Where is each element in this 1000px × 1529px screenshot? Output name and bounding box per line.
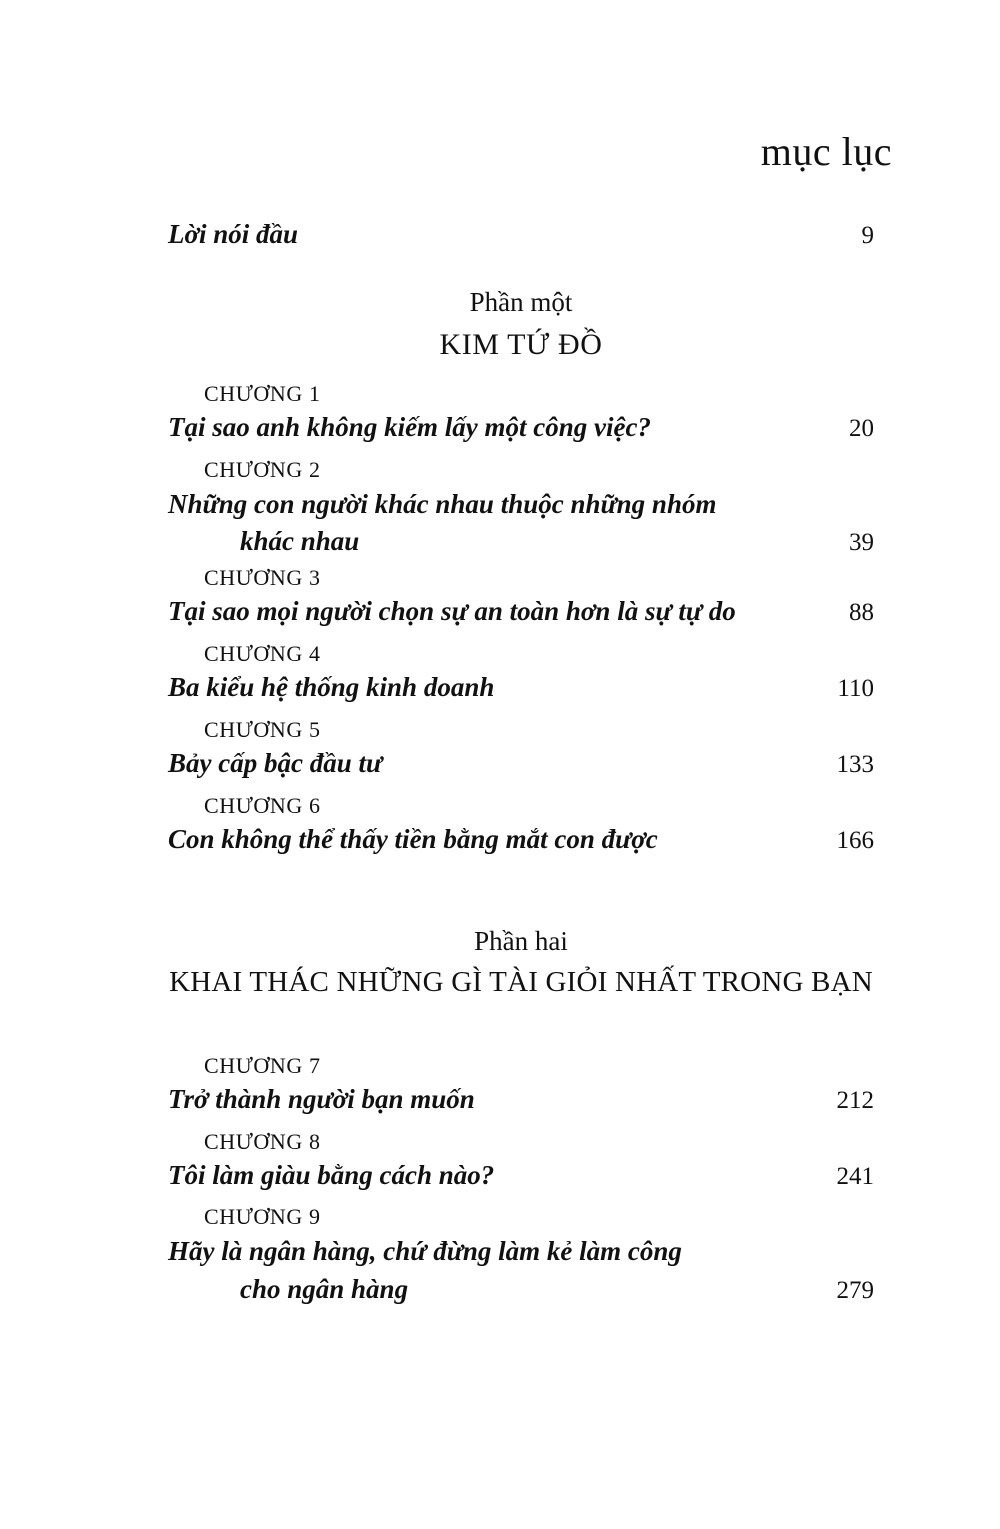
- chapter-page-number: 241: [836, 1162, 874, 1190]
- chapter-label: CHƯƠNG 7: [204, 1052, 321, 1078]
- chapter-label: CHƯƠNG 6: [204, 792, 321, 818]
- chapter-label: CHƯƠNG 5: [204, 717, 321, 743]
- chapter-label: CHƯƠNG 1: [204, 381, 321, 407]
- chapter-page-number: 88: [849, 599, 874, 627]
- part-name: KIM TỨ ĐỒ: [439, 328, 603, 362]
- chapter-page-number: 133: [836, 751, 874, 779]
- toc-entry-chapter-7[interactable]: [168, 1079, 874, 1121]
- chapter-label: CHƯƠNG 3: [204, 565, 321, 591]
- toc-entry-chapter-8[interactable]: [168, 1155, 874, 1197]
- chapter-label: CHƯƠNG 4: [204, 641, 321, 667]
- preface-page-number: 9: [861, 222, 874, 249]
- toc-entry-chapter-4[interactable]: [168, 667, 874, 709]
- chapter-title: Trở thành người bạn muốn: [168, 1083, 475, 1114]
- section-spacer: [168, 865, 874, 895]
- toc-entry-chapter-3[interactable]: [168, 591, 874, 633]
- toc-entry-chapter-5[interactable]: [168, 743, 874, 785]
- chapter-page-number: 166: [836, 826, 874, 854]
- chapter-label: CHƯƠNG 9: [204, 1204, 321, 1230]
- chapter-title: Tôi làm giàu bằng cách nào?: [168, 1159, 495, 1190]
- section-spacer: [168, 1019, 874, 1045]
- chapter-page-number: 212: [836, 1086, 874, 1114]
- chapter-title: Bảy cấp bậc đầu tư: [168, 748, 383, 779]
- chapter-page-number: 39: [849, 529, 874, 557]
- chapter-title: Con không thể thấy tiền bằng mắt con được: [168, 823, 658, 854]
- chapter-title-line2: cho ngân hàng: [240, 1273, 409, 1304]
- page-title: mục lục: [760, 129, 892, 174]
- chapter-label: CHƯƠNG 2: [204, 457, 321, 483]
- chapter-title: Những con người khác nhau thuộc những nhóm: [168, 489, 717, 520]
- toc-entry-chapter-6[interactable]: [168, 819, 874, 861]
- toc-entry-chapter-1[interactable]: [168, 407, 874, 449]
- chapter-title: Tại sao anh không kiếm lấy một công việc?: [168, 412, 651, 443]
- chapter-page-number: 20: [849, 415, 874, 443]
- chapter-title: Ba kiểu hệ thống kinh doanh: [168, 672, 495, 703]
- chapter-page-number: 279: [836, 1276, 874, 1304]
- chapter-title: Hãy là ngân hàng, chứ đừng làm kẻ làm công: [168, 1236, 682, 1267]
- toc-entry-preface[interactable]: [168, 214, 874, 256]
- toc-entry-chapter-2[interactable]: [168, 483, 874, 557]
- part-heading-one: [168, 282, 874, 368]
- part-name: KHAI THÁC NHỮNG GÌ TÀI GIỎI NHẤT TRONG BẠN: [169, 966, 873, 999]
- chapter-title-line2: khác nhau: [240, 526, 360, 557]
- chapter-title: Tại sao mọi người chọn sự an toàn hơn là sự tự do: [168, 596, 736, 627]
- chapter-label: CHƯƠNG 8: [204, 1128, 321, 1154]
- chapter-page-number: 110: [837, 675, 874, 703]
- preface-label: Lời nói đầu: [168, 219, 299, 249]
- toc-content: [168, 214, 874, 1309]
- part-label: Phần hai: [474, 925, 568, 956]
- part-heading-two: [168, 921, 874, 1005]
- part-label: Phần một: [469, 286, 573, 317]
- toc-entry-chapter-9[interactable]: [168, 1230, 874, 1304]
